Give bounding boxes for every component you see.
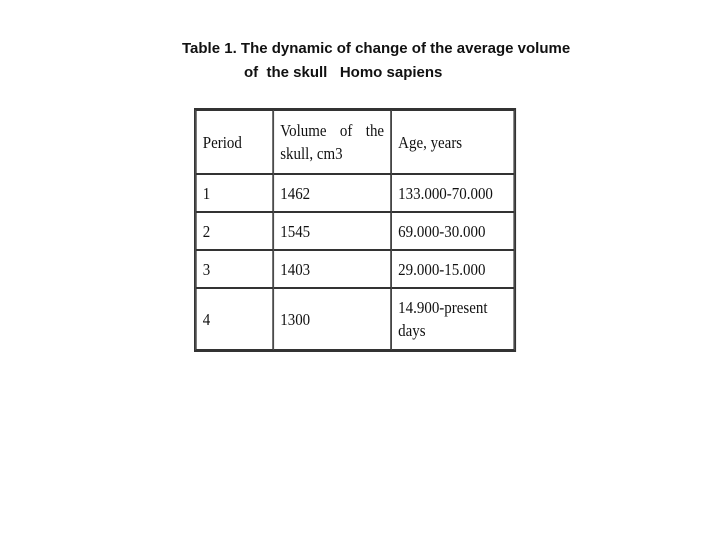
header-volume xyxy=(273,110,391,174)
cell-period: 2 xyxy=(196,212,273,250)
skull-volume-table xyxy=(194,108,516,352)
header-volume-line-2: skull, cm3 xyxy=(280,144,343,163)
cell-age: 29.000-15.000 xyxy=(391,250,514,288)
table-row xyxy=(196,174,515,212)
cell-age-line-2: days xyxy=(398,321,426,340)
header-volume-line-1: Volume of the xyxy=(280,121,385,140)
table-caption-line-1: Table 1. The dynamic of change of the average volume xyxy=(182,40,571,57)
table-row xyxy=(196,212,515,250)
table-header-row xyxy=(196,110,515,174)
cell-period: 1 xyxy=(196,174,273,212)
cell-period: 3 xyxy=(196,250,273,288)
table-caption-line-2: of the skull Homo sapiens xyxy=(244,64,443,81)
table-row xyxy=(196,250,515,288)
cell-period: 4 xyxy=(196,288,273,350)
cell-age-line-1: 14.900-present xyxy=(398,298,488,317)
header-period: Period xyxy=(196,110,273,174)
cell-volume: 1545 xyxy=(273,212,391,250)
cell-age xyxy=(391,288,514,350)
cell-age: 69.000-30.000 xyxy=(391,212,514,250)
cell-volume: 1462 xyxy=(273,174,391,212)
table-row xyxy=(196,288,515,350)
cell-age: 133.000-70.000 xyxy=(391,174,514,212)
header-age: Age, years xyxy=(391,110,514,174)
cell-volume: 1300 xyxy=(273,288,391,350)
cell-volume: 1403 xyxy=(273,250,391,288)
